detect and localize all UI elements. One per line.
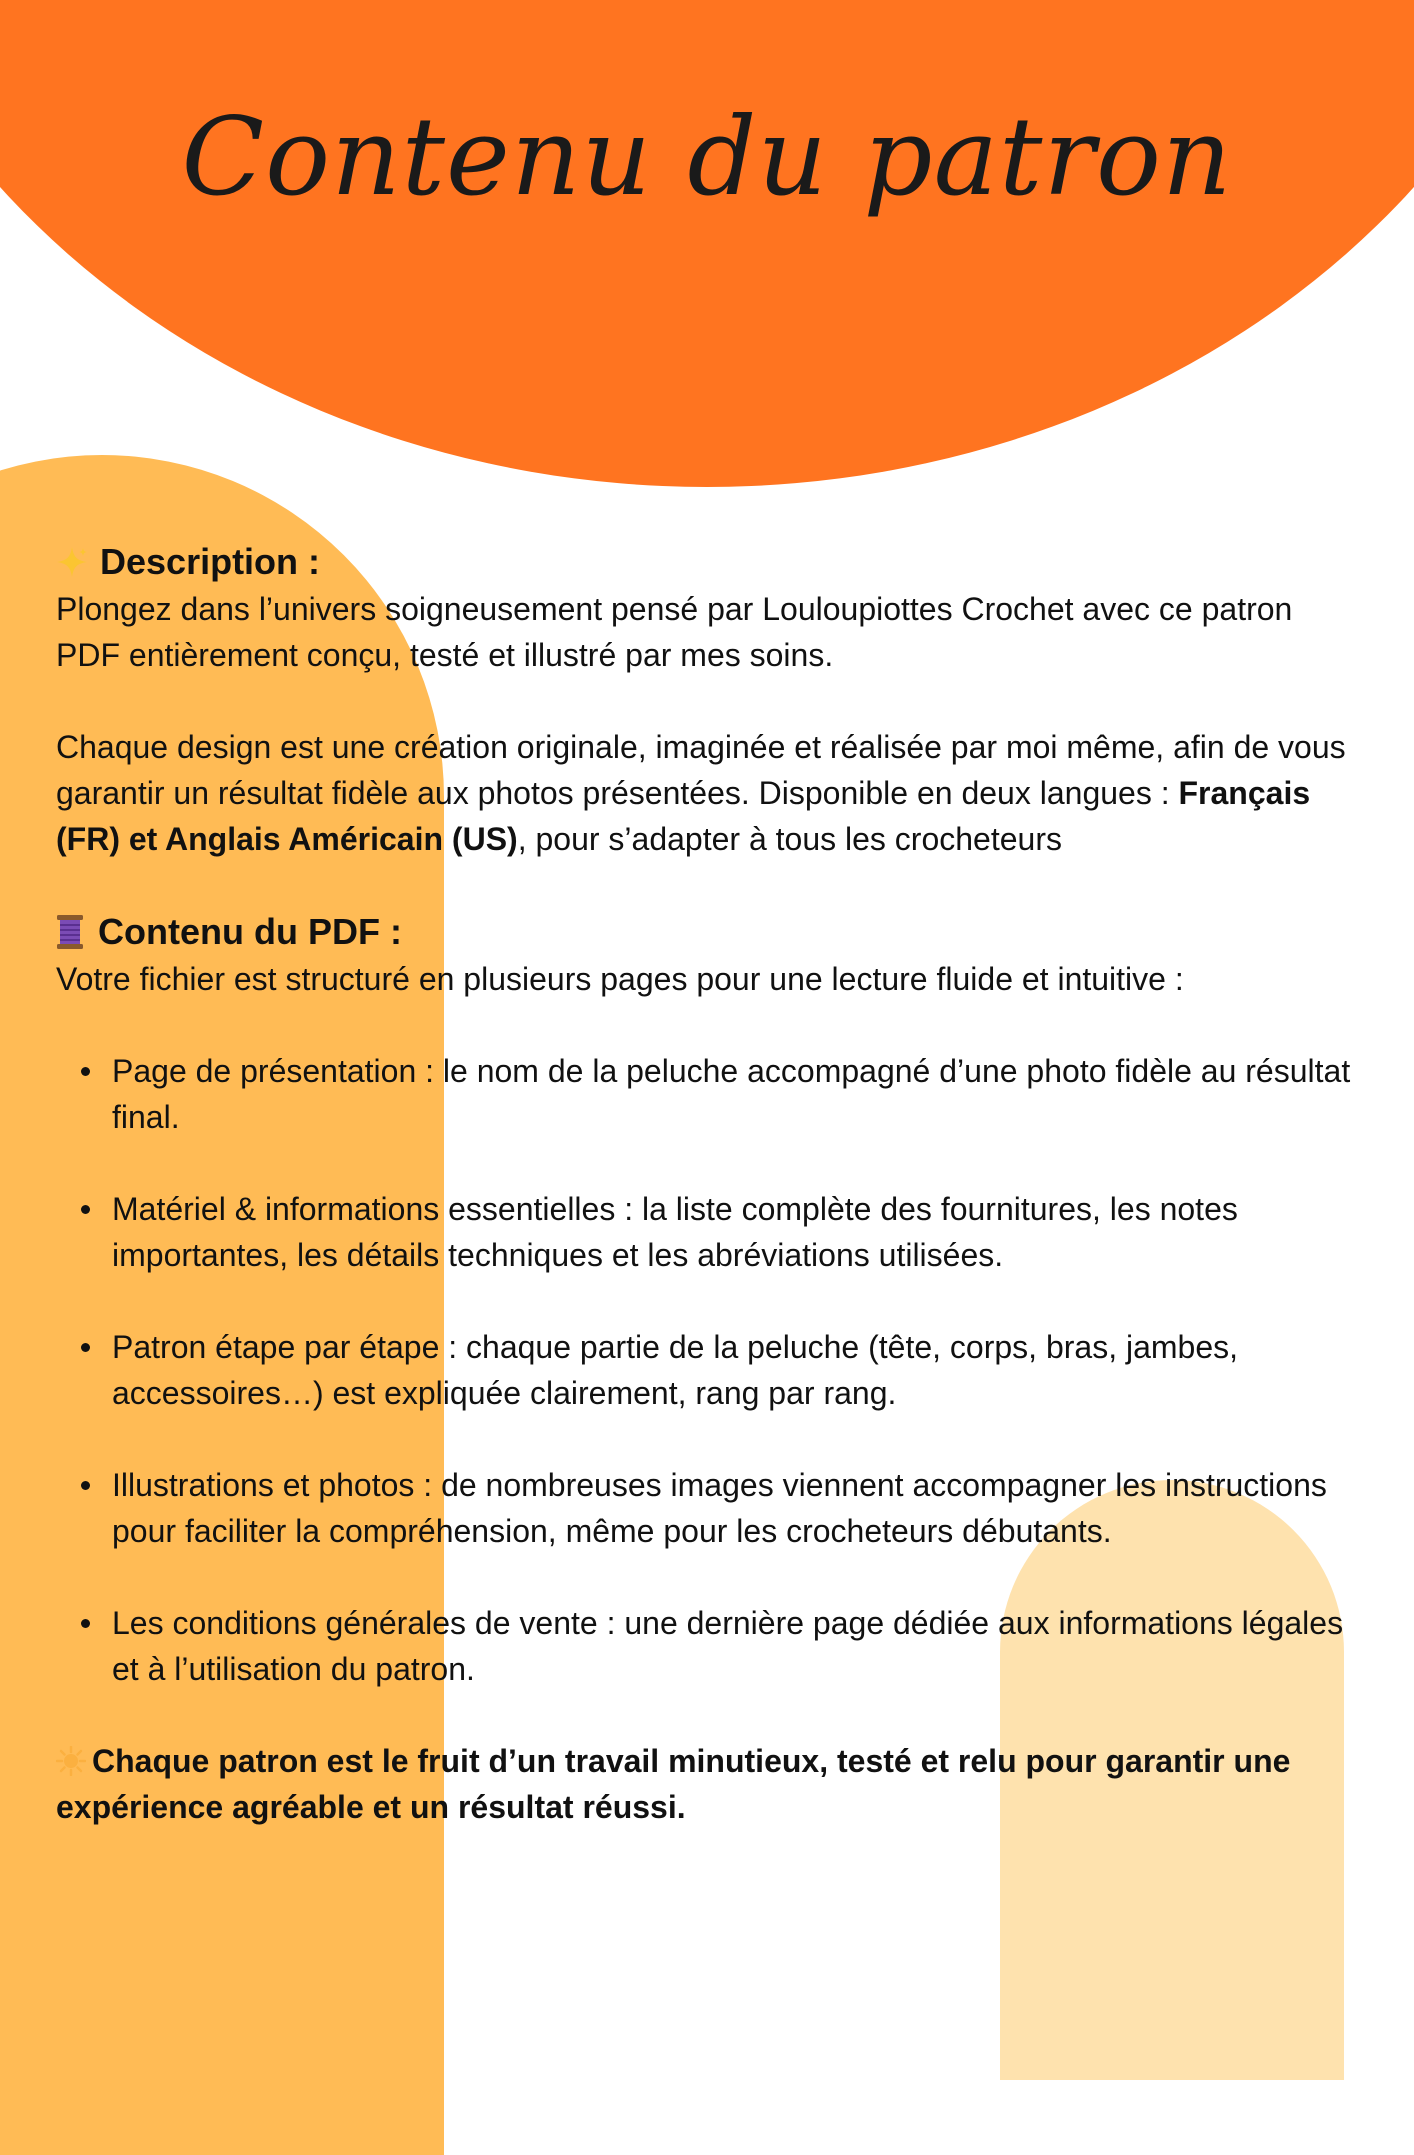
list-item: Patron étape par étape : chaque partie de la peluche (tête, corps, bras, jambes, accessoires…) est expliquée clairement, rang par rang. xyxy=(56,1324,1356,1416)
list-item: Les conditions générales de vente : une dernière page dédiée aux informations légales et à l’utilisation du patron. xyxy=(56,1600,1356,1692)
orange-circle-decoration xyxy=(0,0,1414,487)
description-paragraph-2 xyxy=(56,724,1356,862)
spacer xyxy=(56,862,1356,908)
spacer xyxy=(56,1140,1356,1186)
sparkle-icon xyxy=(56,546,88,578)
closing-statement xyxy=(56,1738,1356,1830)
spacer xyxy=(56,1692,1356,1738)
content xyxy=(56,538,1356,1830)
spacer xyxy=(56,678,1356,724)
spacer xyxy=(56,1554,1356,1600)
pdf-contents-list xyxy=(56,1048,1356,1692)
thread-spool-icon xyxy=(56,914,84,950)
pdf-heading xyxy=(56,908,1356,956)
description-text: Chaque design est une création originale, imaginée et réalisée par moi même, afin de vous garantir un résultat fidèle aux photos présentées. Disponible en deux langues : xyxy=(56,729,1346,811)
languages-highlight: Français (FR) et Anglais Américain (US) xyxy=(56,775,1311,857)
star-icon xyxy=(56,1746,86,1776)
pdf-intro: Votre fichier est structuré en plusieurs pages pour une lecture fluide et intuitive : xyxy=(56,961,1184,997)
closing-text: Chaque patron est le fruit d’un travail minutieux, testé et relu pour garantir une expérience agréable et un résultat réussi. xyxy=(56,1743,1291,1825)
page-title: Contenu du patron xyxy=(181,95,1233,220)
description-text-end: , pour s’adapter à tous les crocheteurs xyxy=(517,821,1062,857)
list-item: Page de présentation : le nom de la peluche accompagné d’une photo fidèle au résultat final. xyxy=(56,1048,1356,1140)
spacer xyxy=(56,1416,1356,1462)
description-paragraph-1: Plongez dans l’univers soigneusement pensé par Louloupiottes Crochet avec ce patron PDF entièrement conçu, testé et illustré par mes soins. xyxy=(56,591,1293,673)
description-heading xyxy=(56,538,1356,586)
list-item: Illustrations et photos : de nombreuses images viennent accompagner les instructions pour faciliter la compréhension, même pour les crocheteurs débutants. xyxy=(56,1462,1356,1554)
spacer xyxy=(56,1278,1356,1324)
spacer xyxy=(56,1002,1356,1048)
description-heading-label: Description : xyxy=(100,541,321,582)
pdf-heading-label: Contenu du PDF : xyxy=(98,911,402,952)
list-item: Matériel & informations essentielles : la liste complète des fournitures, les notes importantes, les détails techniques et les abréviations utilisées. xyxy=(56,1186,1356,1278)
